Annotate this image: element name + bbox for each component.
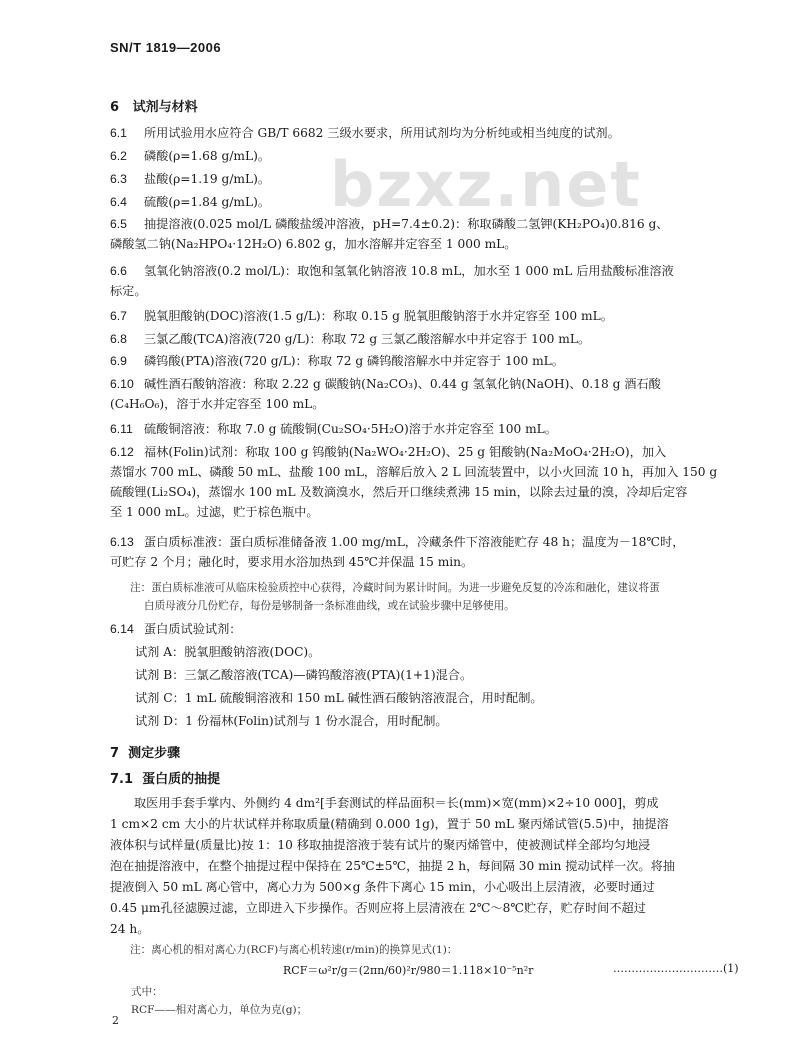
section-number: 6 [110, 100, 120, 115]
formula-rcf: RCF＝ω²r/g＝(2πn/60)²r/980＝1.118×10⁻⁵n²r …………………………(1) [283, 962, 739, 977]
item-6-12: 6.12 福林(Folin)试剂：称取 100 g 钨酸钠(Na₂WO₄·2H₂O)、25 g 钼酸钠(Na₂MoO₄·2H₂O)，加入 蒸馏水 700 mL、磷酸 50 mL、盐酸 100 mL，溶解后放入 2 L 回流装置中，以小火回流 10 h，再加入 150 g 硫酸锂(Li₂SO₄)，蒸馏水 100 mL 及数滴溴水，然后开口继续煮沸 15 min，以除去过量的溴，冷却后定容 至 1 000 mL。过滤，贮于棕色瓶中。 [110, 445, 718, 519]
page-number: 2 [112, 1014, 119, 1027]
watermark: bzxz.net [330, 148, 642, 221]
item-6-2: 6.2 磷酸(ρ=1.68 g/mL)。 [110, 149, 271, 163]
item-6-11: 6.11 硫酸铜溶液：称取 7.0 g 硫酸铜(Cu₂SO₄·5H₂O)溶于水并定容至 100 mL。 [110, 422, 557, 436]
reagent-a: 试剂 A：脱氧胆酸钠溶液(DOC)。 [135, 645, 321, 659]
item-6-9: 6.9 磷钨酸(PTA)溶液(720 g/L)：称取 72 g 磷钨酸溶解水中并定容于 100 mL。 [110, 354, 564, 368]
standard-code-header: SN/T 1819—2006 [110, 40, 222, 55]
where-label: 式中： [131, 986, 163, 998]
reagent-d: 试剂 D：1 份福林(Folin)试剂与 1 份水混合，用时配制。 [135, 714, 448, 728]
section-7-heading: 7 测定步骤 [110, 746, 181, 761]
note-protein-standard: 注：蛋白质标准液可从临床检验质控中心获得，冷藏时间为累计时间。为进一步避免反复的冷冻和融化，建议将蛋 白质母液分几份贮存，每份是够制备一条标准曲线，或在试验步骤中足够使用。 [130, 582, 660, 612]
item-6-3: 6.3 盐酸(ρ=1.19 g/mL)。 [110, 172, 271, 186]
item-6-7: 6.7 脱氧胆酸钠(DOC)溶液(1.5 g/L)：称取 0.15 g 脱氧胆酸钠溶于水并定容至 100 mL。 [110, 309, 613, 323]
item-6-14: 6.14 蛋白质试验试剂： [110, 622, 242, 636]
rcf-definition: RCF——相对离心力，单位为克(g)； [131, 1004, 308, 1016]
procedure-paragraph: 取医用手套手掌内、外侧约 4 dm²[手套测试的样品面积＝长(mm)×宽(mm)×2÷10 000]，剪成 1 cm×2 cm 大小的片状试样并称取质量(精确到 0.000 1g)，置于 50 mL 聚丙烯试管(5.5)中，抽提溶 液体积与试样量(质量比)按 1：10 移取抽提溶液于装有试片的聚丙烯管中，使被测试样全部均匀地浸 泡在抽提溶液中，在整个抽提过程中保持在 25℃±5℃，抽提 2 h，每间隔 30 min 搅动试样一次。将抽 提液倒入 50 mL 离心管中，离心力为 500×g 条件下离心 15 min，小心吸出上层清液，必要时通过 0.45 μm孔径滤膜过滤，立即进入下步操作。否则应将上层清液在 2℃～8℃贮存，贮存时间不超过 24 h。 [110, 796, 675, 936]
note-centrifuge: 注：离心机的相对离心力(RCF)与离心机转速(r/min)的换算见式(1)： [130, 944, 458, 956]
reagent-c: 试剂 C：1 mL 硫酸铜溶液和 150 mL 碱性酒石酸钠溶液混合，用时配制。 [135, 691, 543, 705]
item-6-4: 6.4 硫酸(ρ=1.84 g/mL)。 [110, 195, 271, 209]
reagent-b: 试剂 B：三氯乙酸溶液(TCA)—磷钨酸溶液(PTA)(1+1)混合。 [135, 668, 473, 682]
item-6-1: 6.1 所用试验用水应符合 GB/T 6682 三级水要求，所用试剂均为分析纯或相当纯度的试剂。 [110, 126, 620, 140]
item-6-10: 6.10 碱性酒石酸钠溶液：称取 2.22 g 碳酸钠(Na₂CO₃)、0.44 g 氢氧化钠(NaOH)、0.18 g 酒石酸 (C₄H₆O₆)，溶于水并定容至 100 mL。 [110, 377, 661, 411]
item-6-6: 6.6 氢氧化钠溶液(0.2 mol/L)：取饱和氢氧化钠溶液 10.8 mL，加水至 1 000 mL 后用盐酸标准溶液 标定。 [110, 264, 674, 298]
item-6-8: 6.8 三氯乙酸(TCA)溶液(720 g/L)：称取 72 g 三氯乙酸溶解水中并定容于 100 mL。 [110, 332, 591, 346]
section-6-heading [110, 96, 198, 115]
section-title: 试剂与材料 [132, 100, 198, 115]
item-6-5: 6.5 抽提溶液(0.025 mol/L 磷酸盐缓冲溶液，pH=7.4±0.2)：称取磷酸二氢钾(KH₂PO₄)0.816 g、 磷酸氢二钠(Na₂HPO₄·12H₂O) 6.802 g，加水溶解并定容至 1 000 mL。 [110, 217, 669, 251]
item-6-13: 6.13 蛋白质标准液：蛋白质标准储备液 1.00 mg/mL，冷藏条件下溶液能贮存 48 h；温度为－18℃时， 可贮存 2 个月；融化时，要求用水浴加热到 45℃并保温 15 min。 [110, 535, 685, 569]
section-7-1-heading: 7.1 蛋白质的抽提 [110, 772, 221, 787]
